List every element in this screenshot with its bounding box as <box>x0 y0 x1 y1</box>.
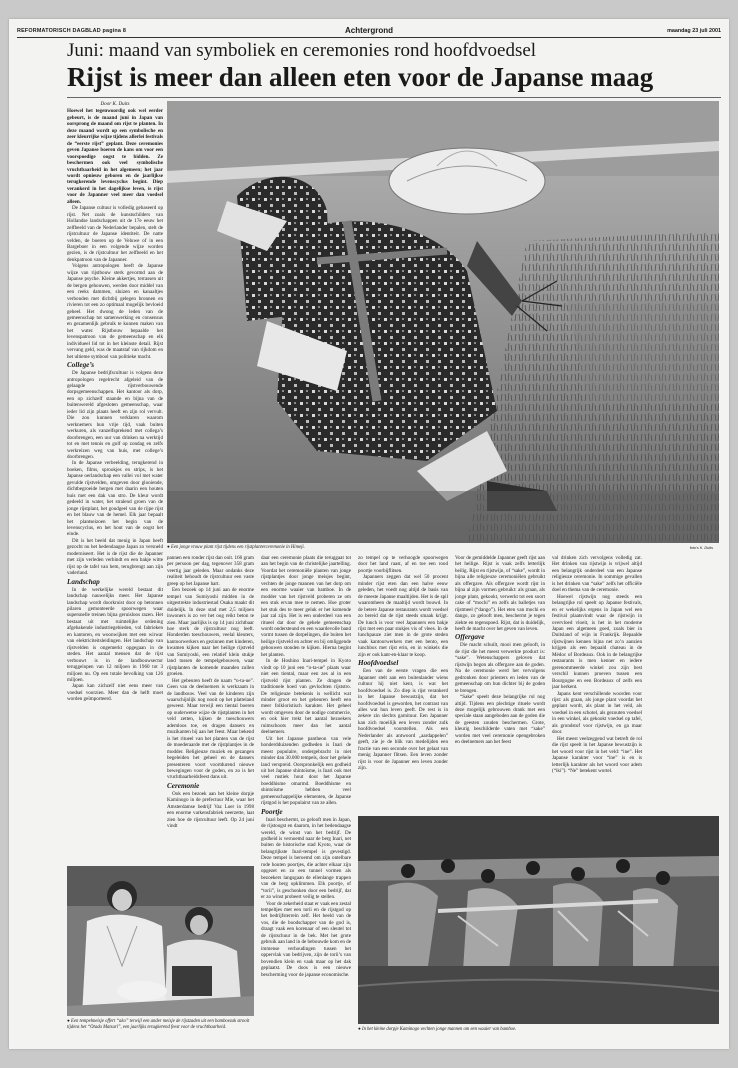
subheading-poortje: Poortje <box>261 807 283 816</box>
paragraph: Volgens antropologen heeft de Japanse wijze van rijstbouw sterk gevormd aan de Japanse psyche. Kleine akkertjes, terrassen uit de bergen gehouwen, werden door middel van een reeks dammen, sluizen en kanaaltjes verbonden met dichtbij gelegen bronnen en rivieren tot een zo optimaal mogelijk bevloeid geheel. Het dwong de leden van de gemeenschap tot samenwerking en consensus en gezamenlijk gebruik te kunnen maken van het water. Rijstbouw bepaalde het levenspatroon van de gemeenschap en elk individueel lid tot in het kleinste detail. Rijst vervang geld, was de maatstaf van rijkdom en het ultieme symbool van politieke macht. <box>67 263 163 360</box>
paragraph: val drinken zich vervolgens volledig zat. Het drinken van rijstwijn is vrijwel altijd een belangrijk onderdeel van een Japanse religieuze ceremonie. In sommige gevallen is het drinken van “sake” zelfs het officiële doel en thema van de ceremonie. <box>552 555 642 594</box>
temple-girls-graphic <box>67 866 254 1016</box>
main-photo-graphic <box>167 101 719 543</box>
lead-paragraph: Hoewel het tegenwoordig ook wel eerder gebeurt, is de maand juni in Japan van oorsprong de maand om rijst te planten. In deze maand wordt op een symbolische en zeer kleurrijke wijze tijdens allerlei festivals de “eerste rijst” geplant. Deze ceremonies geven Japanse boeren de kans om voor een voorspoedige oogst te bidden. Ze beschermen ook veel symbolische vruchtbaarheid in het algemeen; het jaar wordt opnieuw geboren en de jaarlijkse terugkerende levenscyclus begint. Diep verankerd in het dagelijkse leven, is rijst voor de Japanner veel meer dan voedsel alleen. <box>67 108 163 205</box>
photo-temple-girls-caption-text: Een tempelmeisje offert “ako” terwijl een ander meisje de rijstzaden uit een bamboezak strooit tijdens het “Otada Matsuri”, een jaarlijks terugkerend feest voor de vruchtbaarheid. <box>67 1019 250 1030</box>
paragraph: In de Hoshino Inari-tempel in Kyoto vindt op 10 juni een “o-ta-ue” plaats waar niet een tiental, maar een zes al in een rijstveld rijst planten. Ze dragen de traditionele hoed van gevlochten rijststro. De religieuze betekenis is wellicht wat minder groot en het gebeuren heeft een meer folkloristisch karakter. Het geheel wordt omgeven door de nodige commercie, en ook hier trekt het aantal bezoekers ruimschoots meer dan het aantal deelnemers. <box>261 658 351 736</box>
subheading-landschap: Landschap <box>67 577 100 586</box>
caption-bullet: ● <box>167 545 170 550</box>
column-3 <box>261 555 351 1037</box>
paragraph: “Sake” speelt deze belangrijke rol nog altijd. Tijdens een plechtige rituele wordt deze mogelijk gebrouwen drank met een speciale staan aangeboden aan de goden die de geesten zouden beschermen. Grote, kleurig beschilderde vaten met “sake” worden met veel ceremonie opengebroken en deelnemers aan het feest <box>455 694 545 746</box>
paragraph: Het meest veelzeggend wat betreft de rol die rijst speelt in het Japanse bewustzijn is het woord voor rijst in het veld: “ine”. Het Japanse karakter voor “ine” is en is letterlijk karakter als het woord voor adem (“iki”). “Ne” betekent wortel. <box>552 735 642 774</box>
paragraph: Inari beschermt, zo gelooft men in Japan, de rijstoogst en daarom, in het bedendaagse wereld, de winst van het bedrijf. De godheid is vernoemd naar de berg Inari, net buiten de historische stad Kyoto, waar de belangrijkste Inari-tempel is gevestigd. Deze tempel is beroemd om zijn ontelbare rode houten poortjes, die achter elkaar zijn opgezet en zo een tunnel vormen als bezoekers langsgaan de ellenlange trappen van de berg opklimmen. Elk poortje, of “torii”, is geschonken door een bedrijf, dat er zo winst probeert veilig te stellen. <box>261 816 351 901</box>
column-1 <box>67 101 163 874</box>
column-6 <box>552 555 642 813</box>
issue-date: maandag 23 juli 2001 <box>667 28 721 34</box>
newspaper-name: REFORMATORISCH DAGBLAD pagina 8 <box>17 28 127 34</box>
headline-rule <box>67 97 721 98</box>
main-photo-rice-planting-woman <box>167 101 719 543</box>
headline: Rijst is meer dan alleen eten voor de Japanse maag <box>67 62 654 92</box>
photo-temple-girls <box>67 866 254 1016</box>
photo-temple-girls-caption <box>67 1019 254 1031</box>
subheading-hoofdvoedsel: Hoofdvoedsel <box>358 659 399 668</box>
paragraph: Japans kent verschillende woorden voor rijst: als graan, als jonge plant voordat het geplant wordt, als plant in het veld, als voedsel in een schotel, als gezouten voedsel in een winkel, als gekookt voedsel op tafel, als grondstof voor rijstwijn, en ga maar door. <box>552 690 642 736</box>
paragraph: De Japanse bedrijfscultuur is volgens deze antropologen regelrecht afgeleid van de gelaagde rijstverbouwende dorpsgemeenschappen. Het kantoor als dorp, een op zichzelf staande en bijna van de buitenwereld afgesloten gemeenschap, waar ieder lid zijn plaats heeft en zijn rol vervult. Die zou kunnen verklaren waarom werknemers hun vrije tijd, vaak buiten werkuren, als vanzelfsprekend met collega’s doorbrengen, een uur van drinken na werktijd tot en met tennis en golf op zondag en zelfs werkreizen weg van huis, met college’s doorbrengen. <box>67 370 163 461</box>
main-photo-caption <box>167 545 627 551</box>
men-fighting-graphic <box>358 816 719 1024</box>
paragraph: Ook een bezoek aan het kleine dorpje Kaminogo in de prefectuur Mie, waar het Amsterdamse bedrijf Vaz Loer in 1998 een enorme varkensfabriek neerzette, laat zien hoe de rijstcultuur leeft. Op 24 juni vindt <box>167 790 254 830</box>
paragraph: pannen een ronder rijst dan ooit. 166 gram per persoon per dag, tegenover 358 gram veertig jaar geleden. Maar ondanks deze realiteit behoudt de rijstcultuur een vaste greep op het Japanse hart. <box>167 555 254 587</box>
subheading-offergave: Offergave <box>455 633 485 642</box>
kicker: Juni: maand van symboliek en ceremonies rond hoofdvoedsel <box>67 40 537 61</box>
paragraph: Voor de gemiddelde Japanner geeft rijst aan het heilige. Rijst is vaak zelfs letterlijk heilig. Rijst en rijstwijn, of “sake”, wordt in bijna alle religieuze ceremoniëlen gebruikt als offergave. Als offergave wordt rijst in bijna al zijn vormen gebruikt: als graan, als jonge plant, gekookt, verwerkt tot een soort cake of “mochi” en zelfs als balletjes van rijstmeel (“dango”). Het eten van mochi en dango, zo gelooft men, beschermt je tegen ziekte en tegenspoed. Rijst, dat is duidelijk, heeft de macht over het geven van leven. <box>455 555 545 632</box>
column-5 <box>455 555 545 813</box>
paragraph: In de werkelijke wereld bestaat dit landschap nauwelijks meer. Het Japanse landschap wordt doorkruist door op betonnen pilaren gemonteerde spoorwegen waar supersnelle treinen bijna geruisloos razen. Het bestaat uit met ruimtelijke ordening afgebakende industriegebieden, vol fabrieken en kantoren, en woonwijken met een wirwar van elektriciteitsleidingen. Het landschap van rijstvelden is ongemerkt opgegaan in de steden. Het aantal mensen dat de rijst verbouwt is in de landbouwsector teruggelopen van 12 miljoen in 1960 tot 3 miljoen nu. Op een totale bevolking van 126 miljoen. <box>67 586 163 683</box>
paragraph: Japanners zeggen dat wel 50 procent minder rijst eten dan een halve eeuw geleden, het voedt nog altijd de basis van de meeste Japanse maaltijden. Het is de spil waaromheen de maaltijd wordt bouwd. In de betere Japanse restaurants wordt voedsel zo bereid dat de rijst steeds smaak krijgt. De lunch is voor veel Japanners een bakje rijst met een paar stukjes vis of vlees. In de lunchpauze ziet men in de grote steden vaak kantoorwerkers met een bento, een lunchbox met rijst erin, en in winkels die zijn er ook kant-en-klaar te koop. <box>358 574 448 658</box>
page-header <box>17 21 721 38</box>
photo-men-fighting-caption-text: In het kleine dorpje Kaminogo vechten jonge mannen om een waaier van bamboe. <box>362 1027 517 1032</box>
paragraph: Dit is het beeld dat menig in Japan heeft gezocht nu het hedendaagse Japan zo versneld moderniseert. Het is de rijst die de Japanner met zijn verleden verbindt en een bakje witte rijst op de tafel van hem, terugbrengt aan zijn vaderland. <box>67 537 163 577</box>
photo-credit: foto's K. Duits <box>689 546 713 550</box>
paragraph: Het gebeuren heeft de naam “o-ta-ue”. Geen van de deelnemers is werkzaam in de landbouw. Veel van de kinderen zijn waarschijnlijk nog nooit op het platteland geweest. Maar terwijl een tiental boeren op ouderwetse wijze de rijstplanten in het veld zetten, kijken de toeschouwers ademloos toe, en dragen dansers en muzikanten bij aan het feest. Maar bekend is het ritueel van het planten van de rijst de moederaarde met de rijstplantjes in de modder. Religieuze muziek en gezangen begeleiden het geheel en de dansers presenteren voort voortdurend nieuwe bewegingen voor de goden, en zo is het vruchtbaarheidsfeest dans uit. <box>167 677 254 781</box>
paragraph: Een van de eerste vragen die een Japanner stelt aan een buitenlander wiens cultuur hij niet kent, is wat het hoofdvoedsel is. Zo diep is rijst verankerd in het Japanse bewustzijn, dat het hoofdvoedsel is geworden, het contrast van alles wat hun leven geeft. De rest is in zekere zin slechts garnituur. Een Japanner kan zich moeilijk een leven zonder zulk hoofdvoedsel voorstellen. Als een Nederlander als antwoord „aardappelen” geeft, zie je de blik van medelijden een fractie van een seconde over het gelaat van menig Japanner flitsen. Een leven zonder rijst is voor de Japanner een leven zonder zijn. <box>358 668 448 772</box>
section-name: Achtergrond <box>345 26 393 35</box>
newspaper-page <box>9 19 729 1049</box>
subheading-ceremonie: Ceremonie <box>167 781 200 790</box>
paragraph: Hoewel rijstwijn nog steeds een belangrijke rol speelt op Japanse festivals, en er wekelijks ergens in Japan wel een festival plaatsvindt waar de rijstwijn in overvloed vloeit, is het in het moderne Japan een algemeen goed, zoals bier in Duitsland of wijn in Frankrijk. Bepaalde rijstwijnen kennen bijna net zo’n aanzien krijgen als een bepaald chateau in de Médoc of Bordeaux. Ook in de belangrijke restaurants is men kenner en iedere gerenommeerde winkel zou zijn best verschil kunnen proeven tussen een Bourgogne en een Bordeaux of zelfs een jaar herkent. <box>552 593 642 691</box>
caption-bullet: ● <box>358 1027 361 1032</box>
paragraph: zo tempel op te verhoogde spoorwegen door het land raast, af en toe een rood poortje voorbijflitsen. <box>358 555 448 574</box>
column-2 <box>167 555 254 861</box>
paragraph: Die macht schuilt, mooi men gelooft, in de rijst die het meest verwerkte product is: “sake”. Wetenschappers geloven dat rijstwijn begon als offergave aan de goden. Na de ceremonie werd het vervolgens gedronken door priesters en leden van de gemeenschap om hun dichter bij de goden te brengen. <box>455 642 545 694</box>
byline: Door K. Duits <box>100 101 130 107</box>
main-photo-caption-text: Een jonge vrouw plant rijst tijdens een rijstplanterceremonie in Himeji. <box>171 545 305 550</box>
paragraph: Een bezoek op 14 juni aan de enorme tempel van Sumiyoshi midden in de uitgestrekte industriestad Osaka maakt dit duidelijk. In deze stad met 2,5 miljoen inwoners is zo ver het oog reikt beton te zien. Maar jaarlijks is op 14 juni zichtbaar hoe sterk de rijstcultuur nog leeft. Honderden toeschouwers, veelal kleuters, kantoorwerkers en gezinnen met kinderen, kwamen kijken naar het heilige rijstveld van Sumiyoshi, een relatief klein stukje land tussen de tempelgebouwen, waar rijstplanten de komende maanden zullen groeien. <box>167 587 254 678</box>
paragraph: Japan kan zichzelf niet eens meer van voedsel voorzien. Meer dan de helft moet worden geïmporteerd. <box>67 683 163 703</box>
paragraph: Uit het Japanse pantheon van vele honderdduizenden godheden is Inari de meest populaire, ondergebracht in niet minder dan 30.000 tempels, door het gehele land verspreid. Oorspronkelijk een godheid uit het Japanse shintoïsme, is Inari ook met veel rustiek hout door het Japanse boeddhisme omarmd. Boeddhisme en shintoïsme hebben veel gemeenschappelijke elementen, de Japanse rijstgod is het populairst van ze allen. <box>261 735 351 807</box>
paragraph: daar een ceremonie plaats die teruggaat tot aan het begin van de christelijke jaartelling. Voordat het ceremoniële planten van jonge rijstplantjes door jonge meisjes begint, vechten de jonge mannen van het dorp om een enorme waaier van bamboe. In de modder van het rijstveld proberen ze om een stuk ervan mee te nemen. Hoe groter het stuk des te meer geluk er het komende jaar zal zijn. Het is een onderdeel van een ritueel dat door de gehele gemeenschap wordt ondersteund en een waardevolle band vormt tussen de dorpelingen, die buiten het heilige rijstveld en achter en bij omliggende gebouwen stonden te kijken. Hierna begint het planten. <box>261 555 351 658</box>
photo-men-fighting-caption <box>358 1027 719 1033</box>
subheading-colleges: College’s <box>67 361 95 370</box>
paragraph: De Japanse cultuur is volledig gebaseerd op rijst. Net zoals de kunstschilders van Hollandse landschappen uit de 17e eeuw het zelfbeeld van de Nederlander bepalen, stelt de rijstcultuur de Japanse identiteit. De natte velden, de boeren op de Veluwe of in een Bargeboer in een volgende wijze worden gezien, is de rijstcultuur het zelfbeeld en het denkpatroon van de Japanner. <box>67 205 163 263</box>
paragraph: Voor de zekerheid staat er vaak een zestal tempeltjes met een torii en de rijstgod op het bedrijfsterrein zelf. Het beeld van de vos, die de boodschapper van de god is, draagt vaak een korenaar of een sleutel tot de rijstschuur in de bek. Met het grote gebruik aan land in de bebouwde kom en de immense verhoudingen tussen het oppervlak van bedrijven, zijn de torii’s van bovendien klein en vaak maar op het dak geplaatst. De doos is een nieuwe bescherming voor de japanse economische. <box>261 900 351 978</box>
caption-bullet: ● <box>67 1019 70 1024</box>
paragraph: In de Japanse verbeelding, terugkerend in boeken, films, sprookjes en strips, is het Japanse oerlandschap een vallei vol met water gevulde rijstvelden, omgeven door glooiende, dichtbegroeide bergen met daarin een houten huis met een dak van stro. De kleur wordt gedeeld in water, het stralend groen van de jonge rijstplant, het goudgeel van de rijpe rijst en het blauw van de hemel. Elk jaar bepaalt het plantseizoen het begin van de levenscyclus, en het hout van de oogst het einde. <box>67 460 163 538</box>
photo-men-fighting-bamboo-fan <box>358 816 719 1024</box>
column-4 <box>358 555 448 813</box>
